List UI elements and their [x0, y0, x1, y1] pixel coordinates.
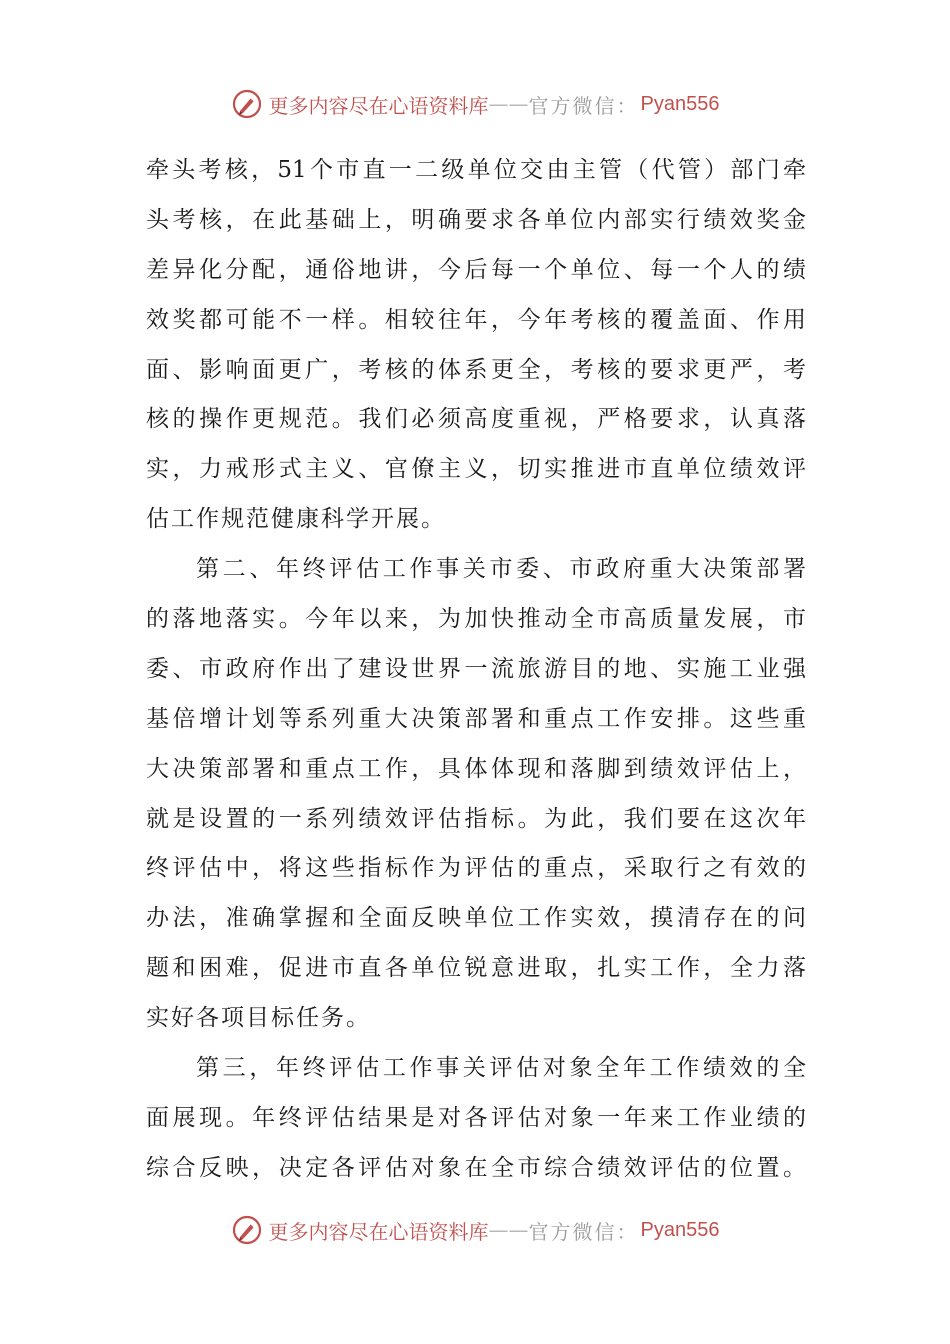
pen-logo-icon [231, 1214, 263, 1246]
banner-site-name: 更多内容尽在心语资料库 [268, 93, 489, 118]
text-line-9: 第二、年终评估工作事关市委、市政府重大决策部署 [196, 556, 806, 583]
text-line-3: 差异化分配，通俗地讲，今后每一个单位、每一个人的绩 [146, 256, 806, 283]
text-line-7: 实，力戒形式主义、官僚主义，切实推进市直单位绩效评 [146, 456, 806, 483]
text-line-18: 实好各项目标任务。 [146, 1005, 371, 1032]
text-line-11: 委、市政府作出了建设世界一流旅游目的地、实施工业强 [146, 655, 806, 682]
text-line-21: 综合反映，决定各评估对象在全市综合绩效评估的位置。 [146, 1154, 806, 1181]
banner-wechat-id: Pyan556 [640, 92, 720, 115]
text-line-4: 效奖都可能不一样。相较往年，今年考核的覆盖面、作用 [146, 306, 806, 333]
banner-dash: —— [488, 92, 529, 116]
text-line-13: 大决策部署和重点工作，具体体现和落脚到绩效评估上， [146, 755, 806, 782]
banner-official-label: 官方微信： [528, 93, 639, 118]
text-line-2: 头考核，在此基础上，明确要求各单位内部实行绩效奖金 [146, 206, 806, 233]
text-line-12: 基倍增计划等系列重大决策部署和重点工作安排。这些重 [146, 705, 806, 732]
text-line-10: 的落地落实。今年以来，为加快推动全市高质量发展，市 [146, 606, 806, 633]
text-line-6: 核的操作更规范。我们必须高度重视，严格要求，认真落 [146, 406, 806, 433]
banner-site-name: 更多内容尽在心语资料库 [268, 1219, 489, 1244]
text-line-14: 就是设置的一系列绩效评估指标。为此，我们要在这次年 [146, 805, 806, 832]
text-line-19: 第三，年终评估工作事关评估对象全年工作绩效的全 [196, 1055, 806, 1082]
text-line-1: 牵头考核，51个市直一二级单位交由主管（代管）部门牵 [146, 157, 806, 183]
text-line-20: 面展现。年终评估结果是对各评估对象一年来工作业绩的 [146, 1104, 806, 1131]
banner-dash: —— [488, 1218, 529, 1242]
banner-wechat-id: Pyan556 [640, 1218, 720, 1241]
pen-logo-icon [231, 88, 263, 120]
text-line-16: 办法，准确掌握和全面反映单位工作实效，摸清存在的问 [146, 905, 806, 932]
text-line-15: 终评估中，将这些指标作为评估的重点，采取行之有效的 [146, 855, 806, 882]
banner-official-label: 官方微信： [528, 1219, 639, 1244]
document-body [146, 146, 806, 1194]
text-line-5: 面、影响面更广，考核的体系更全，考核的要求更严，考 [146, 356, 806, 383]
watermark-banner-bottom [0, 1210, 950, 1250]
watermark-banner-top [0, 84, 950, 124]
text-line-17: 题和困难，促进市直各单位锐意进取，扎实工作，全力落 [146, 955, 806, 982]
text-line-8: 估工作规范健康科学开展。 [146, 506, 446, 533]
